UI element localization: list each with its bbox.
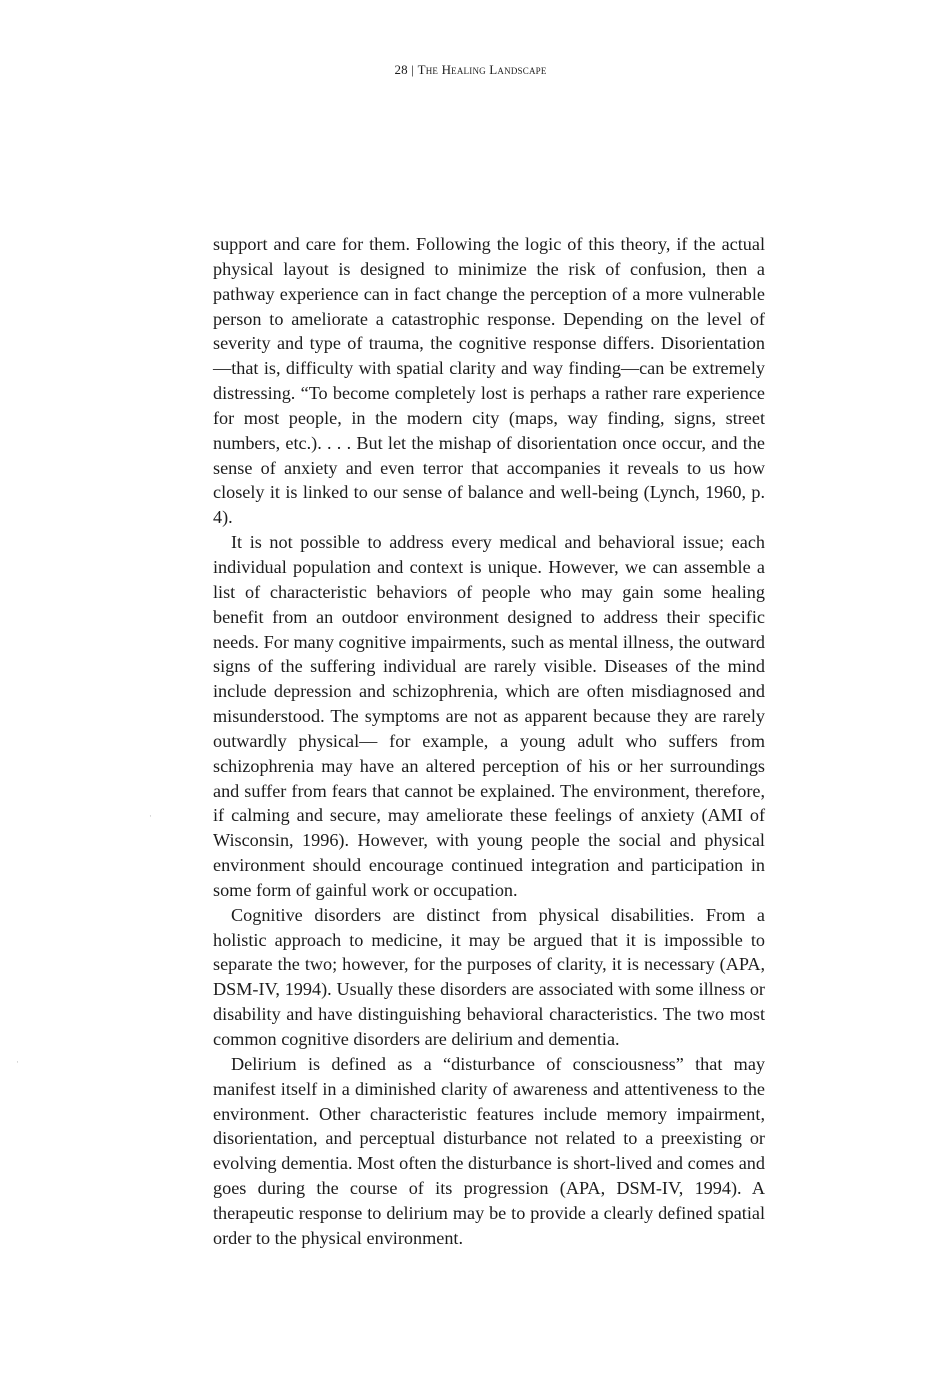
paragraph-continued: support and care for them. Following the logic of this theory, if the actual physical layout is designed to minimize the risk of confusion, then a pathway experience can in fact change the perception of a more vulnerable person to ameliorate a catastrophic response. Depending on the level of severity and type of trauma, the cognitive response differs. Disorientation—that is, difficulty with spatial clarity and way finding—can be extremely distressing. “To become completely lost is perhaps a rather rare experience for most people, in the modern city (maps, way finding, signs, street numbers, etc.). . . . But let the mishap of disorientation once occur, and the sense of anxiety and even terror that accompanies it reveals to us how closely it is linked to our sense of balance and well-being (Lynch, 1960, p. 4). xyxy=(213,234,765,528)
page-number: 28 xyxy=(394,62,408,77)
header-separator: | xyxy=(411,62,415,77)
scan-speck: · xyxy=(149,811,152,821)
running-head xyxy=(0,62,941,78)
body-text xyxy=(213,232,765,1251)
book-title: The Healing Landscape xyxy=(417,62,547,77)
paragraph-medical-issues: It is not possible to address every medical and behavioral issue; each individual population and context is unique. However, we can assemble a list of characteristic behaviors of people who may gain some healing benefit from an outdoor environment designed to address their specific needs. For many cognitive impairments, such as mental illness, the outward signs of the suffering individual are rarely visible. Diseases of the mind include depression and schizophrenia, which are often misdiagnosed and misunderstood. The symptoms are not as apparent because they are rarely outwardly physical— for example, a young adult who suffers from schizophrenia may have an altered perception of his or her surroundings and suffer from fears that cannot be explained. The environment, therefore, if calming and secure, may ameliorate these feelings of anxiety (AMI of Wisconsin, 1996). However, with young people the social and physical environment should encourage continued integration and participation in some form of gainful work or occupation. xyxy=(213,532,765,900)
paragraph-cognitive-disorders: Cognitive disorders are distinct from physical disabilities. From a holistic approach to medicine, it may be argued that it is impossible to separate the two; however, for the purposes of clarity, it is necessary (APA, DSM-IV, 1994). Usually these disorders are associated with some illness or disability and have distinguishing behavioral characteristics. The two most common cognitive disorders are delirium and dementia. xyxy=(213,904,765,1049)
paragraph-delirium: Delirium is defined as a “disturbance of consciousness” that may manifest itself in a diminished clarity of awareness and attentiveness to the environment. Other characteristic features include memory impairment, disorientation, and perceptual disturbance not related to a preexisting or evolving dementia. Most often the disturbance is short-lived and comes and goes during the course of its progression (APA, DSM-IV, 1994). A therapeutic response to delirium may be to provide a clearly defined spatial order to the physical environment. xyxy=(213,1053,765,1248)
scan-speck: · xyxy=(16,1057,19,1067)
